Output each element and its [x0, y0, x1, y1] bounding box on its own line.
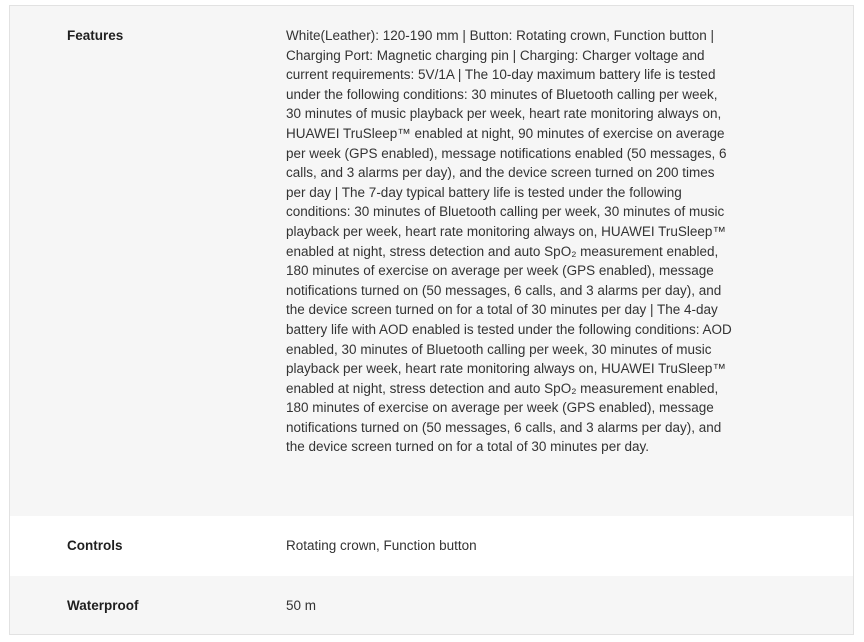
spec-row-features: [10, 6, 853, 516]
spec-label-features: Features: [67, 28, 124, 43]
specs-table: [9, 5, 854, 635]
spec-label-waterproof: Waterproof: [67, 598, 139, 613]
spec-row-waterproof: [10, 576, 853, 635]
spec-value-waterproof: 50 m: [286, 598, 317, 613]
spec-value-controls: Rotating crown, Function button: [286, 538, 477, 553]
spec-row-controls: [10, 516, 853, 576]
spec-value-features: White(Leather): 120-190 mm | Button: Rotating crown, Function button | Charging Port: Magnetic charging pin | Charging: Charger voltage and current requirements: 5V/1A | The 10-day maximum battery life is tested under the following conditions: 30 minutes of Bluetooth calling per week, 30 minutes of music playback per week, heart rate monitoring always on, HUAWEI TruSleep™ enabled at night, 90 minutes of exercise on average per week (GPS enabled), message notifications enabled (50 messages, 6 calls, and 3 alarms per day), and the device screen turned on 200 times per day | The 7-day typical battery life is tested under the following conditions: 30 minutes of Bluetooth calling per week, 30 minutes of music playback per week, heart rate monitoring always on, HUAWEI TruSleep™ enabled at night, stress detection and auto SpO₂ measurement enabled, 180 minutes of exercise on average per week (GPS enabled), message notifications turned on (50 messages, 6 calls, and 3 alarms per day), and the device screen turned on for a total of 30 minutes per day | The 4-day battery life with AOD enabled is tested under the following conditions: AOD enabled, 30 minutes of Bluetooth calling per week, 30 minutes of music playback per week, heart rate monitoring always on, HUAWEI TruSleep™ enabled at night, stress detection and auto SpO₂ measurement enabled, 180 minutes of exercise on average per week (GPS enabled), message notifications turned on (50 messages, 6 calls, and 3 alarms per day), and the device screen turned on for a total of 30 minutes per day.: [286, 28, 732, 455]
spec-label-controls: Controls: [67, 538, 123, 553]
